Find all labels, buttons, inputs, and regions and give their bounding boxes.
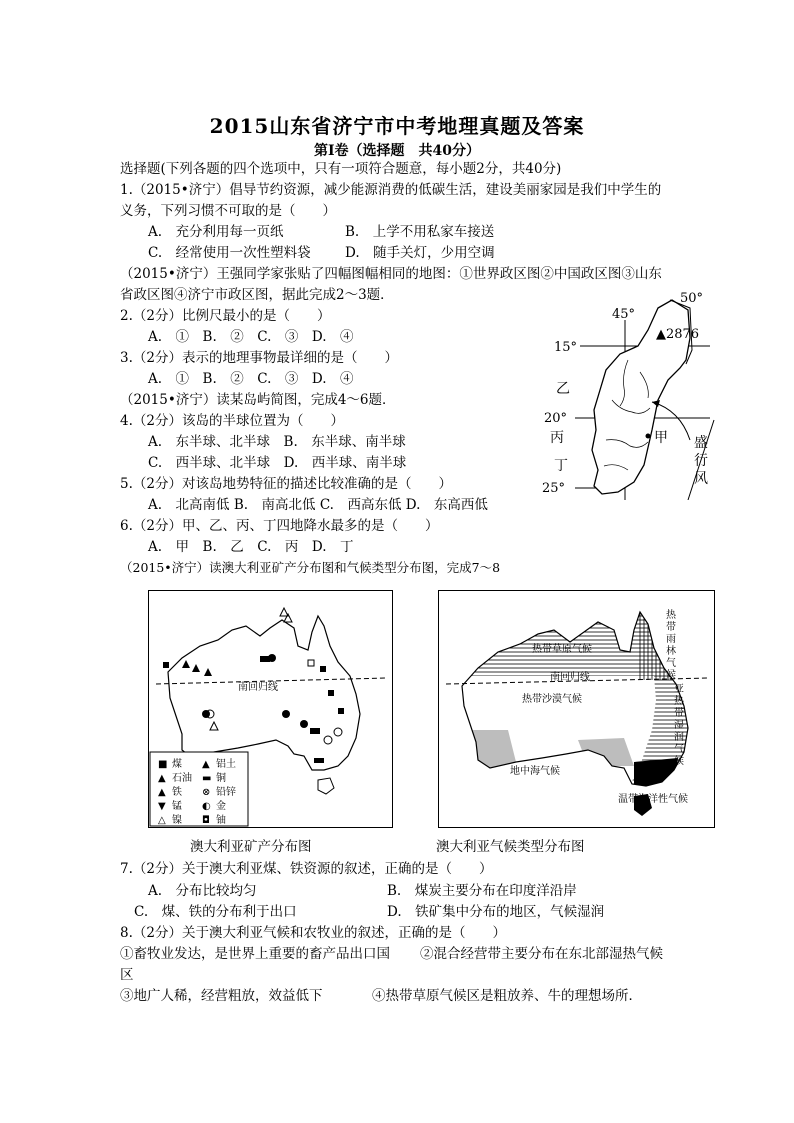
q5-stem: 5.（2分）对该岛地势特征的描述比较准确的是（ ） [120, 476, 452, 492]
climate-mediterranean-label: 地中海气候 [510, 766, 560, 777]
label-25: 25° [542, 481, 566, 496]
q7-option-a: A. 分布比较均匀 [148, 883, 257, 899]
q6-options: A. 甲 B. 乙 C. 丙 D. 丁 [148, 539, 354, 555]
legend-label-7: 金 [216, 801, 226, 812]
q8-opt3: ③地广人稀，经营粗放，效益低下 [120, 988, 323, 1004]
legend-sym-5: ⊗ [202, 787, 211, 798]
intro-7-8: （2015•济宁）读澳大利亚矿产分布图和气候类型分布图，完成7～8 [120, 560, 501, 575]
svg-text:候: 候 [674, 756, 684, 767]
svg-text:雨: 雨 [666, 634, 676, 645]
climate-tropic-label: 南回归线 [550, 672, 590, 683]
label-wind-3: 风 [694, 471, 708, 487]
q7-option-b: B. 煤炭主要分布在印度洋沿岸 [387, 883, 577, 899]
island-map [540, 290, 720, 500]
q6-stem: 6.（2分）甲、乙、丙、丁四地降水最多的是（ ） [120, 518, 439, 534]
legend-label-3: 铜 [216, 773, 226, 784]
legend-label-1: 铝土 [216, 759, 236, 770]
legend-label-2: 石油 [172, 773, 192, 784]
instructions: 选择题(下列各题的四个选项中，只有一项符合题意，每小题2分，共40分) [120, 161, 562, 177]
q5-options: A. 北高南低 B. 南高北低 C. 西高东低 D. 东高西低 [148, 497, 488, 513]
climate-humid-label [674, 683, 685, 767]
intro-2-3-line2: 省政区图④济宁市政区图，据此完成2～3题． [120, 287, 394, 303]
legend-sym-9: ◘ [202, 815, 210, 826]
climate-desert-label: 热带沙漠气候 [522, 694, 582, 705]
q2-stem: 2.（2分）比例尺最小的是（ ） [120, 308, 331, 324]
q8-opt2: ②混合经营带主要分布在东北部湿热气候 [420, 946, 663, 962]
svg-text:热: 热 [674, 696, 684, 707]
q1-stem-line2: 义务，下列习惯不可取的是（ ） [120, 203, 336, 219]
svg-text:带: 带 [674, 708, 684, 719]
q4-options-row2: C. 西半球、北半球 D. 西半球、南半球 [148, 455, 407, 471]
q8-opt1: ①畜牧业发达，是世界上重要的畜产品出口国 [120, 946, 390, 962]
q8-stem: 8.（2分）关于澳大利亚气候和农牧业的叙述，正确的是（ ） [120, 925, 506, 941]
page-title: 2015山东省济宁市中考地理真题及答案 [209, 114, 585, 138]
legend-label-4: 铁 [172, 787, 182, 798]
climate-rainforest-label [666, 608, 677, 681]
svg-text:气: 气 [666, 658, 676, 669]
q1-option-c: C. 经常使用一次性塑料袋 [148, 245, 311, 261]
svg-text:带: 带 [666, 622, 676, 633]
q8-opt4: ④热带草原气候区是粗放养、牛的理想场所． [372, 988, 642, 1004]
label-20: 20° [544, 411, 568, 426]
mineral-map-caption: 澳大利亚矿产分布图 [190, 839, 312, 855]
q7-option-d: D. 铁矿集中分布的地区，气候湿润 [387, 904, 605, 920]
svg-text:气: 气 [674, 744, 684, 755]
intro-2-3-line1: （2015•济宁）王强同学家张贴了四幅图幅相同的地图：①世界政区图②中国政区图③山东 [120, 266, 662, 282]
legend-label-0: 煤 [172, 759, 182, 770]
legend-label-6: 锰 [172, 801, 182, 812]
legend-sym-2: ▲ [158, 773, 166, 784]
legend-label-9: 铀 [216, 815, 226, 826]
label-yi: 乙 [556, 381, 570, 397]
legend-sym-1: ▲ [202, 759, 210, 770]
legend-sym-0: ■ [158, 759, 168, 770]
intro-4-6: （2015•济宁）读某岛屿简图，完成4～6题． [120, 392, 396, 408]
svg-text:热: 热 [666, 610, 676, 621]
q1-option-a: A. 充分利用每一页纸 [148, 224, 284, 240]
climate-map-caption: 澳大利亚气候类型分布图 [436, 839, 585, 855]
climate-marine-label: 温带海洋性气候 [618, 794, 688, 805]
legend-label-5: 铅锌 [216, 787, 236, 798]
legend-sym-7: ◐ [202, 801, 211, 812]
section-heading: 第Ⅰ卷（选择题 共40分） [313, 143, 481, 159]
legend-label-8: 镍 [172, 815, 182, 826]
label-50: 50° [680, 291, 704, 306]
label-15: 15° [554, 340, 578, 355]
label-bing: 丙 [550, 430, 564, 446]
q3-options: A. ① B. ② C. ③ D. ④ [148, 371, 354, 387]
label-45: 45° [612, 307, 636, 322]
svg-text:润: 润 [674, 732, 684, 743]
legend-sym-4: ▲ [158, 787, 166, 798]
q1-option-b: B. 上学不用私家车接送 [345, 224, 495, 240]
legend-sym-6: ▼ [158, 801, 166, 812]
label-wind-1: 盛 [694, 435, 708, 451]
q1-stem-line1: 1.（2015•济宁）倡导节约资源，减少能源消费的低碳生活，建设美丽家园是我们中学生的 [120, 182, 662, 198]
q4-stem: 4.（2分）该岛的半球位置为（ ） [120, 413, 344, 429]
climate-map [438, 590, 715, 828]
legend-sym-8: △ [158, 815, 166, 826]
mineral-tropic-label: 南回归线 [238, 682, 278, 693]
mineral-map [148, 590, 393, 828]
q4-options-row1: A. 东半球、北半球 B. 东半球、南半球 [148, 434, 406, 450]
legend-sym-3: ▬ [202, 773, 212, 784]
label-peak: ▲2876 [656, 327, 700, 342]
label-wind-2: 行 [694, 453, 708, 469]
q3-stem: 3.（2分）表示的地理事物最详细的是（ ） [120, 350, 398, 366]
q7-option-c: C. 煤、铁的分布利于出口 [134, 904, 297, 920]
climate-savanna-label: 热带草原气候 [532, 644, 592, 655]
q8-opt2-cont: 区 [120, 967, 134, 983]
q2-options: A. ① B. ② C. ③ D. ④ [148, 329, 354, 345]
label-ding: 丁 [554, 458, 568, 474]
label-jia: 甲 [654, 430, 668, 446]
svg-text:湿: 湿 [674, 720, 684, 731]
svg-text:候: 候 [666, 670, 676, 681]
q1-option-d: D. 随手关灯，少用空调 [345, 245, 495, 261]
svg-text:亚: 亚 [674, 684, 684, 695]
svg-text:林: 林 [666, 646, 676, 657]
q7-stem: 7.（2分）关于澳大利亚煤、铁资源的叙述，正确的是（ ） [120, 861, 493, 877]
